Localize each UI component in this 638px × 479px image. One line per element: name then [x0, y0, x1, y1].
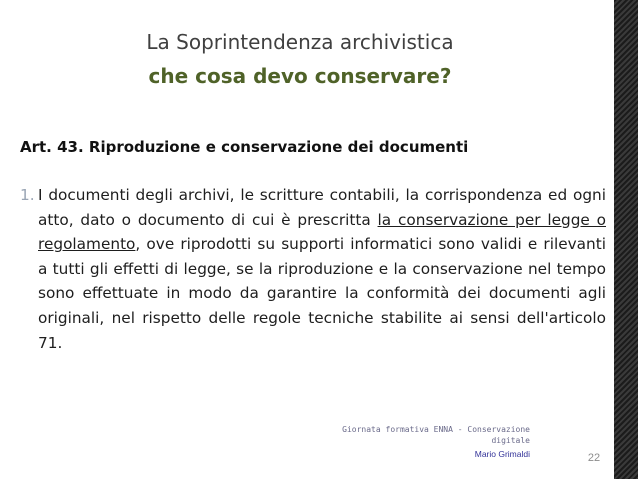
paragraph-text-end: , ove riprodotti su supporti informatici sono validi e rilevanti a tutti gli effetti di legge, se la riproduzione e la conservazione nel tempo sono effettuate in modo da garantire la conformità dei documenti agli originali, nel rispetto delle regole tecniche stabilite ai sensi dell'articolo 71. — [38, 235, 606, 352]
article-body — [20, 183, 606, 355]
paragraph-text-start: I documenti degli archivi, le scritture contabili, la corrispondenza ed ogni atto, dato o documento di cui è prescritta — [38, 186, 606, 229]
slide-title: La Soprintendenza archivistica — [146, 30, 454, 54]
paragraph-1 — [20, 183, 606, 355]
footer-event-text — [330, 424, 530, 446]
paragraph-underlined-text: la conservazione per legge o regolamento — [38, 210, 606, 254]
footer-author: Mario Grimaldi — [474, 449, 530, 459]
footer-line-1: Giornata formativa ENNA - Conservazione — [342, 425, 530, 434]
paragraph-number: 1. — [20, 186, 35, 204]
decorative-side-band — [614, 0, 638, 479]
page-number: 22 — [587, 452, 601, 464]
article-heading: Art. 43. Riproduzione e conservazione dei documenti — [20, 138, 469, 156]
slide-subtitle: che cosa devo conservare? — [148, 64, 452, 88]
footer-line-2: digitale — [491, 436, 530, 445]
